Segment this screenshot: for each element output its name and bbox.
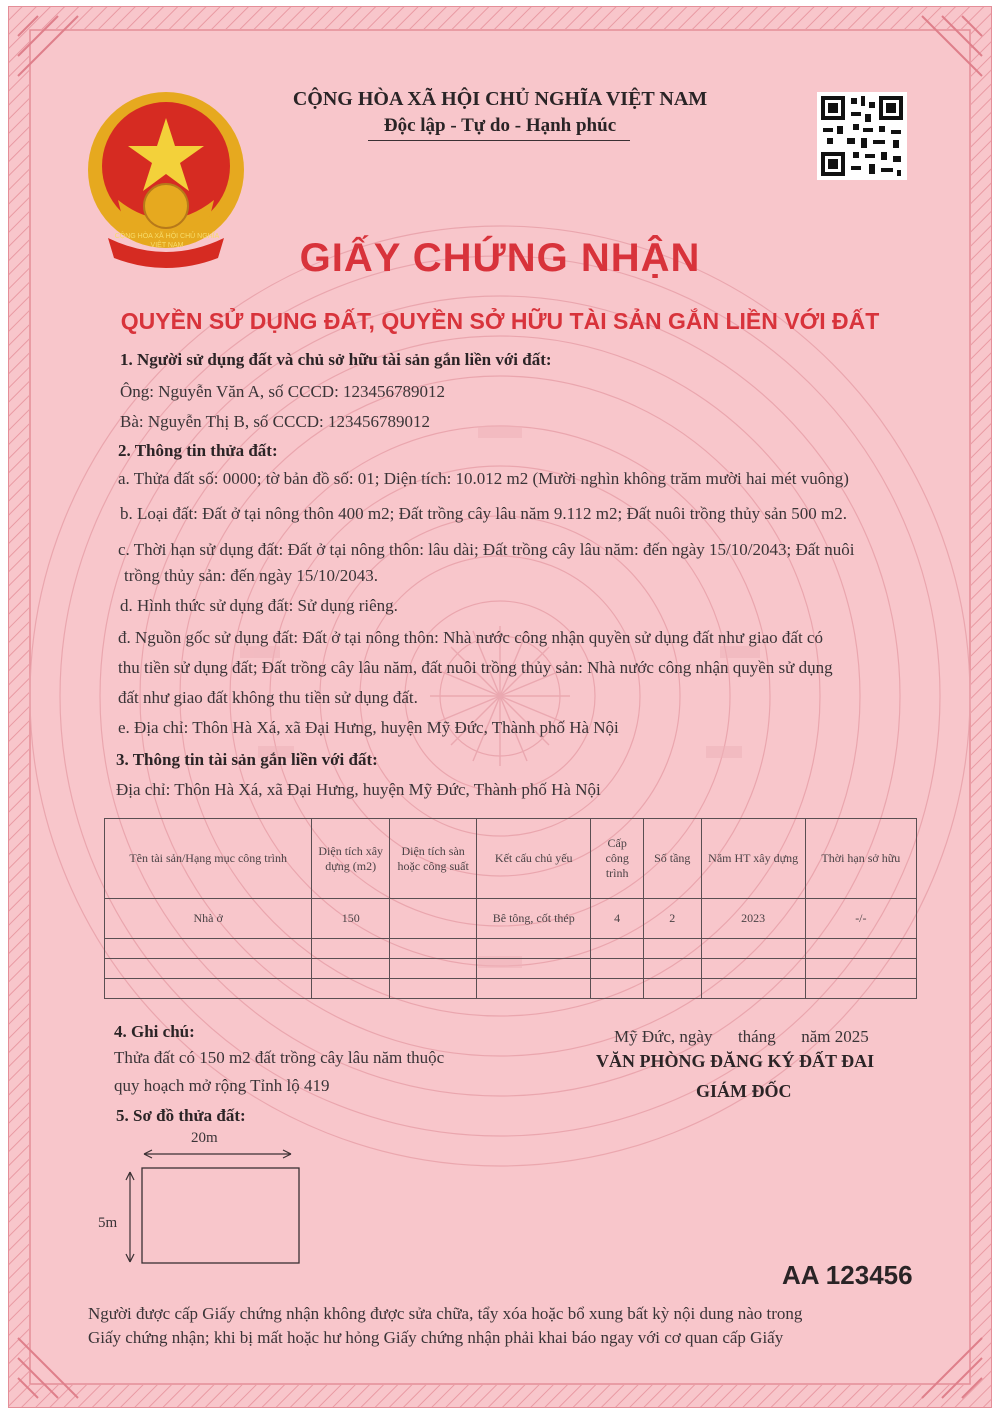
table-cell: [805, 959, 916, 979]
nation-name: CỘNG HÒA XÃ HỘI CHỦ NGHĨA VIỆT NAM: [292, 88, 708, 110]
table-cell: [312, 979, 390, 999]
table-cell: [701, 979, 805, 999]
table-header-cell: Diện tích xây dựng (m2): [312, 819, 390, 899]
height-label: 5m: [98, 1215, 118, 1231]
parcel-info-c-line1: c. Thời hạn sử dụng đất: Đất ở tại nông thôn: lâu dài; Đất trồng cây lâu năm: đến ngày 15/10/2043; Đất nuôi: [118, 540, 855, 559]
note-line-1: Thửa đất có 150 m2 đất trồng cây lâu năm thuộc: [114, 1048, 445, 1067]
table-cell: [805, 979, 916, 999]
section1-heading: 1. Người sử dụng đất và chủ sở hữu tài sản gắn liền với đất:: [120, 350, 552, 369]
table-cell: Nhà ở: [105, 899, 312, 939]
parcel-info-b: b. Loại đất: Đất ở tại nông thôn 400 m2; Đất trồng cây lâu năm 9.112 m2; Đất nuôi trồng thủy sản 500 m2.: [120, 504, 847, 523]
table-row: [105, 959, 917, 979]
parcel-diagram: [120, 1146, 310, 1268]
table-header-cell: Cấp công trình: [591, 819, 644, 899]
table-cell: 2: [643, 899, 701, 939]
table-header-cell: Tên tài sản/Hạng mục công trình: [105, 819, 312, 899]
asset-address: Địa chỉ: Thôn Hà Xá, xã Đại Hưng, huyện Mỹ Đức, Thành phố Hà Nội: [116, 780, 601, 799]
table-cell: [805, 939, 916, 959]
table-header-cell: Thời hạn sở hữu: [805, 819, 916, 899]
table-cell: Bê tông, cốt thép: [477, 899, 591, 939]
table-cell: [477, 939, 591, 959]
table-header-cell: Kết cấu chủ yếu: [477, 819, 591, 899]
table-cell: [312, 959, 390, 979]
table-cell: [643, 959, 701, 979]
table-cell: [105, 939, 312, 959]
table-row: [105, 939, 917, 959]
section2-heading: 2. Thông tin thửa đất:: [118, 441, 278, 460]
table-cell: 2023: [701, 899, 805, 939]
parcel-info-e: e. Địa chỉ: Thôn Hà Xá, xã Đại Hưng, huyện Mỹ Đức, Thành phố Hà Nội: [118, 718, 619, 737]
table-cell: [390, 939, 477, 959]
note-line-2: quy hoạch mở rộng Tỉnh lộ 419: [114, 1076, 330, 1095]
parcel-info-c-line2: trồng thủy sản: đến ngày 15/10/2043.: [124, 566, 379, 585]
footer-line-1: Người được cấp Giấy chứng nhận không được sửa chữa, tẩy xóa hoặc bổ xung bất kỳ nội dung nào trong: [88, 1304, 803, 1323]
table-cell: 4: [591, 899, 644, 939]
table-cell: [390, 899, 477, 939]
footer-line-2: Giấy chứng nhận; khi bị mất hoặc hư hỏng Giấy chứng nhận phải khai báo ngay với cơ quan cấp Giấy: [88, 1328, 784, 1347]
table-cell: [390, 959, 477, 979]
table-cell: 150: [312, 899, 390, 939]
parcel-outline: [142, 1168, 299, 1263]
certificate-title: GIẤY CHỨNG NHẬN: [299, 236, 701, 280]
section3-heading: 3. Thông tin tài sản gắn liền với đất:: [116, 750, 378, 769]
table-cell: [701, 959, 805, 979]
parcel-info-a: a. Thửa đất số: 0000; tờ bản đồ số: 01; Diện tích: 10.012 m2 (Mười nghìn không trăm mười hai mét vuông): [118, 469, 849, 488]
parcel-info-dd-line3: đất như giao đất không thu tiền sử dụng đất.: [118, 688, 418, 707]
table-cell: [105, 959, 312, 979]
section5-heading: 5. Sơ đồ thửa đất:: [116, 1106, 246, 1125]
owner-2: Bà: Nguyễn Thị B, số CCCD: 123456789012: [120, 412, 430, 431]
table-cell: [105, 979, 312, 999]
certificate-subtitle: QUYỀN SỬ DỤNG ĐẤT, QUYỀN SỞ HỮU TÀI SẢN GẮN LIỀN VỚI ĐẤT: [120, 308, 880, 334]
table-cell: [701, 939, 805, 959]
asset-table: [104, 818, 917, 999]
table-header-cell: Số tầng: [643, 819, 701, 899]
table-cell: [591, 959, 644, 979]
parcel-info-dd-line2: thu tiền sử dụng đất; Đất trồng cây lâu năm, đất nuôi trồng thủy sản: Nhà nước công nhận quyền sử dụng: [118, 658, 833, 677]
table-row: [105, 899, 917, 939]
issuing-office: VĂN PHÒNG ĐĂNG KÝ ĐẤT ĐAI: [596, 1051, 875, 1071]
motto-underline: [368, 140, 630, 141]
table-cell: [390, 979, 477, 999]
table-cell: [312, 939, 390, 959]
table-header-cell: Năm HT xây dựng: [701, 819, 805, 899]
table-row: [105, 979, 917, 999]
signer-position: GIÁM ĐỐC: [696, 1081, 792, 1101]
table-cell: [591, 939, 644, 959]
parcel-info-dd-line1: đ. Nguồn gốc sử dụng đất: Đất ở tại nông thôn: Nhà nước công nhận quyền sử dụng đất như giao đất có: [118, 628, 823, 647]
emblem-ring-text: CỘNG HÒA XÃ HỘI CHỦ NGHĨA VIỆT NAM: [114, 233, 220, 249]
table-cell: -/-: [805, 899, 916, 939]
table-cell: [477, 959, 591, 979]
cogwheel-icon: [144, 184, 188, 228]
table-header-cell: Diện tích sàn hoặc công suất: [390, 819, 477, 899]
table-cell: [643, 979, 701, 999]
table-cell: [643, 939, 701, 959]
table-cell: [591, 979, 644, 999]
table-header-row: [105, 819, 917, 899]
table-cell: [477, 979, 591, 999]
width-label: 20m: [191, 1130, 218, 1146]
national-motto: Độc lập - Tự do - Hạnh phúc: [383, 115, 617, 136]
serial-number: AA 123456: [782, 1260, 913, 1290]
section4-heading: 4. Ghi chú:: [114, 1022, 195, 1041]
owner-1: Ông: Nguyễn Văn A, số CCCD: 123456789012: [120, 382, 446, 401]
parcel-info-d: d. Hình thức sử dụng đất: Sử dụng riêng.: [120, 596, 398, 615]
place-date: Mỹ Đức, ngày tháng năm 2025: [614, 1027, 869, 1046]
